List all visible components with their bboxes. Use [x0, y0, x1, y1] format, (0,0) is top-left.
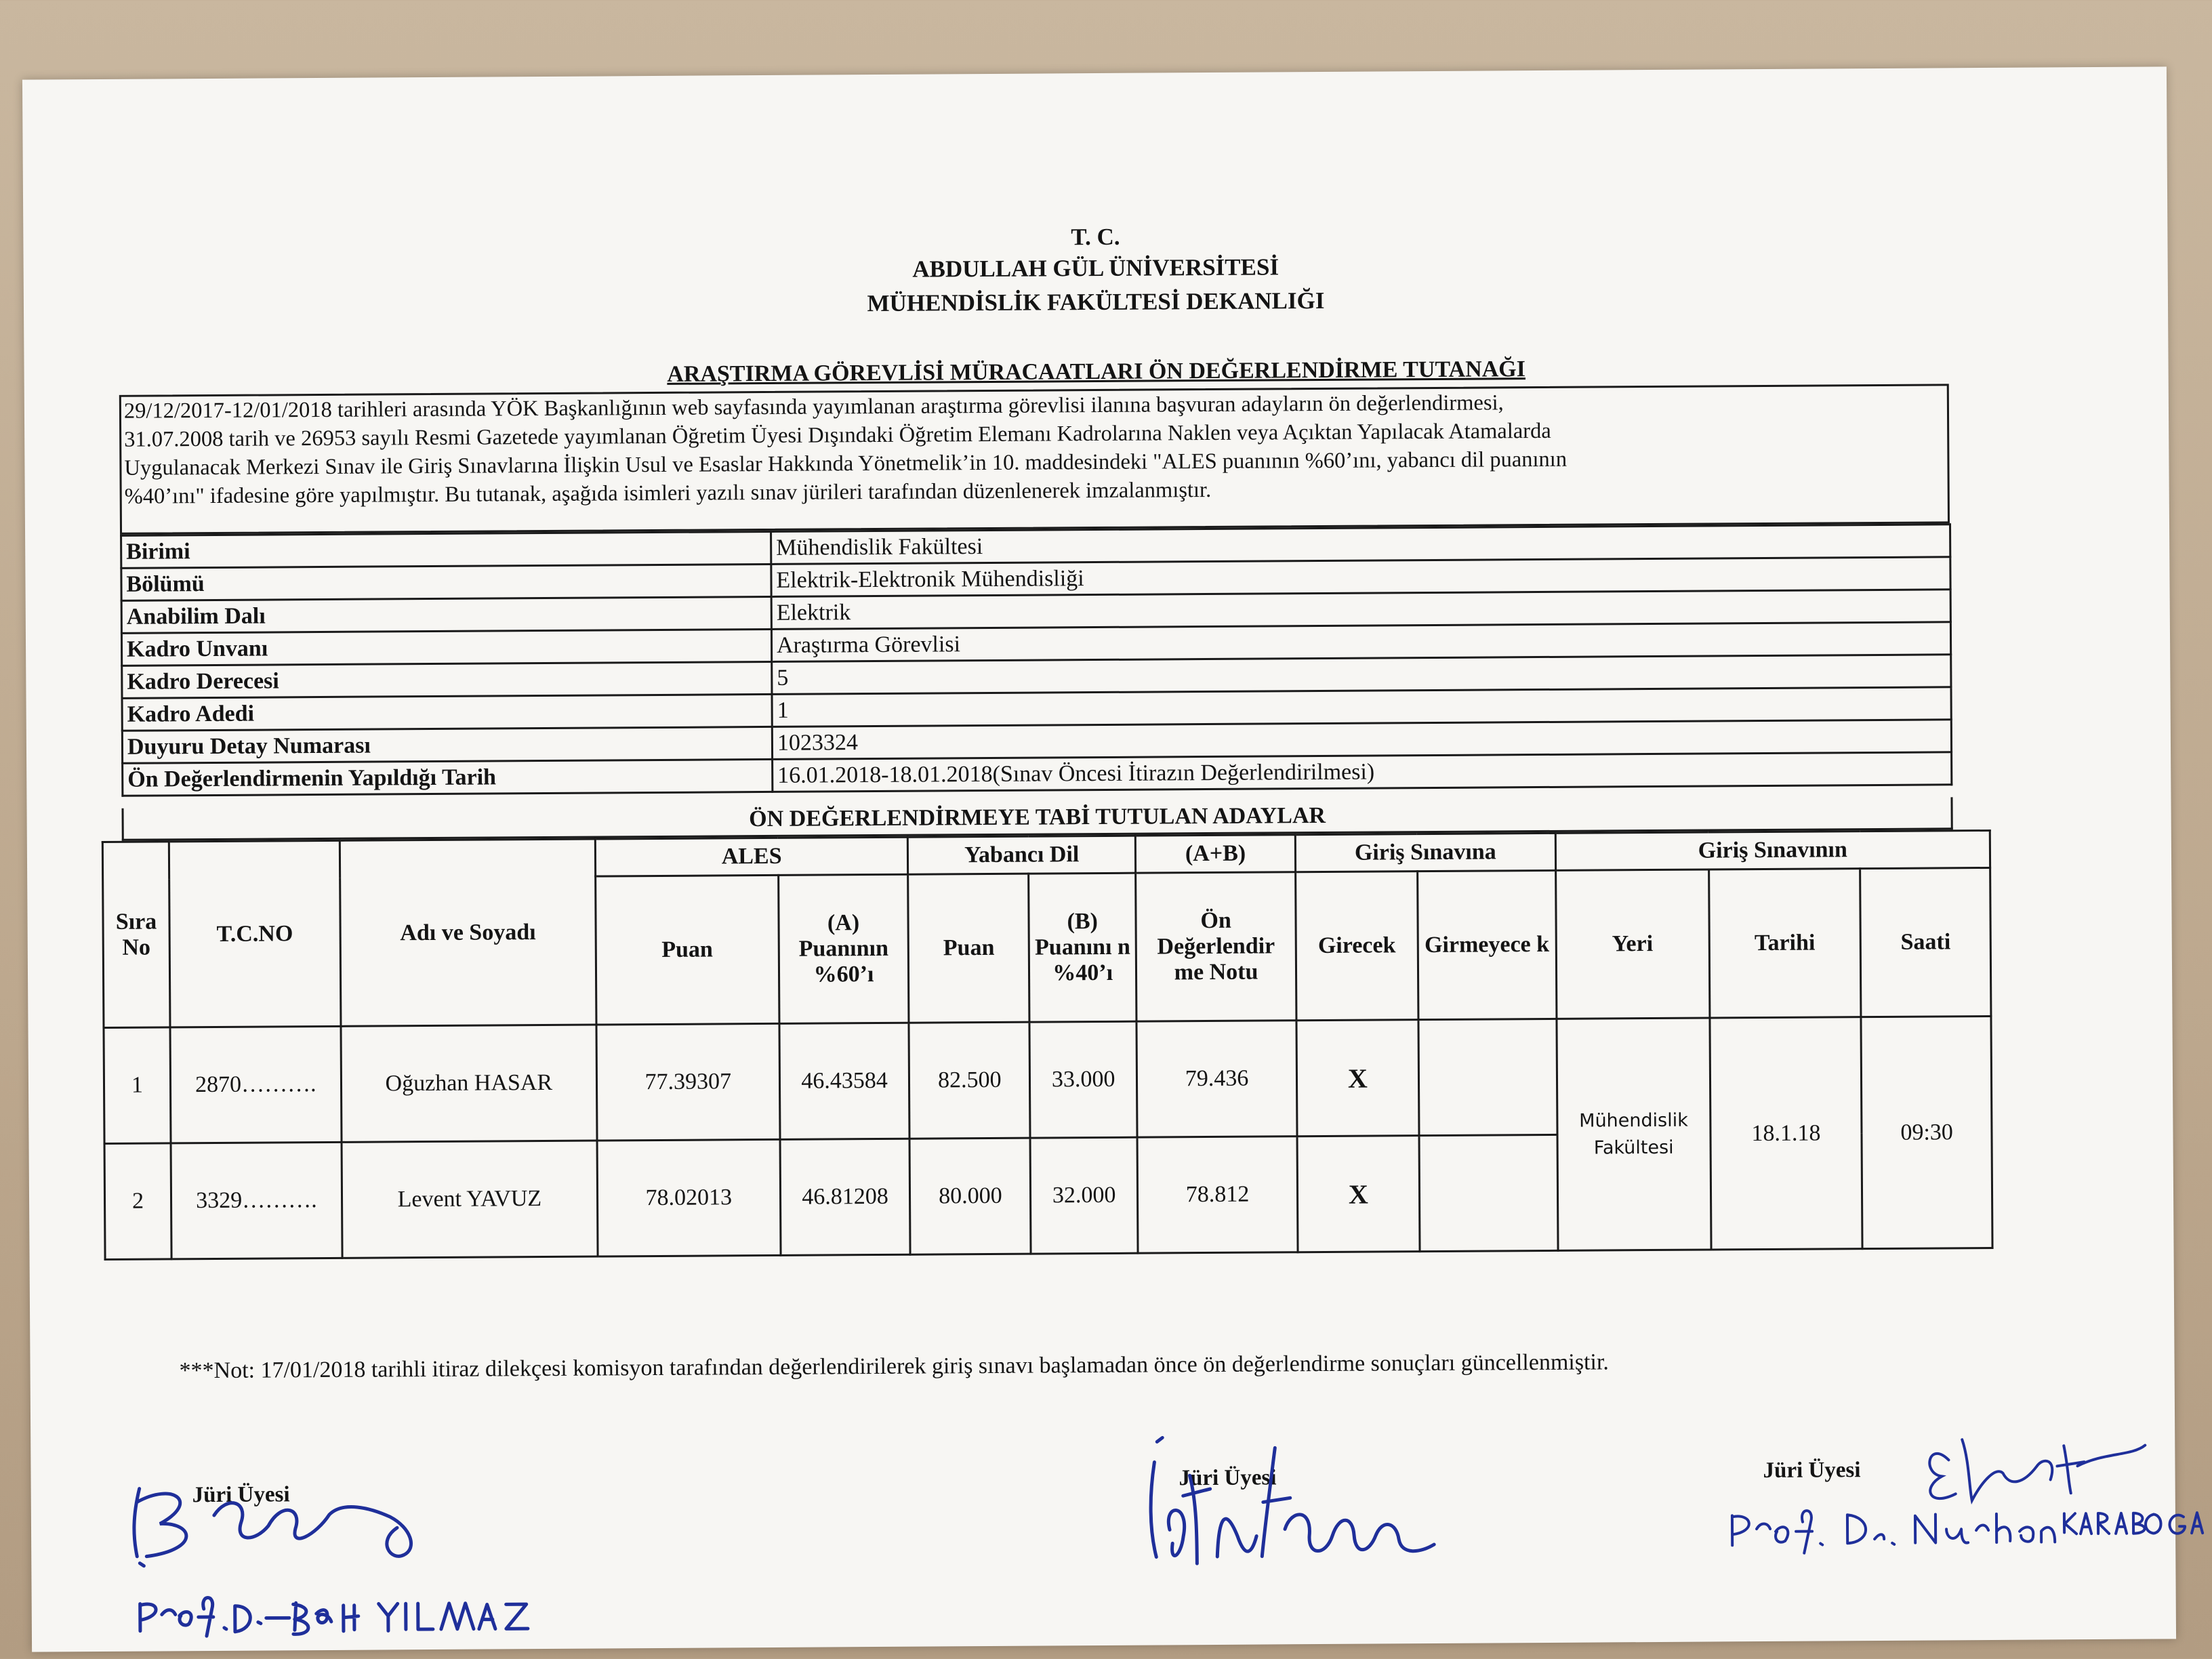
header-tc: T.C.NO	[169, 840, 340, 1027]
cell-b: 33.000	[1029, 1021, 1137, 1138]
info-value: 16.01.2018-18.01.2018(Sınav Öncesi İtirazın Değerlendirilmesi)	[773, 752, 1952, 792]
group-foreign-language: Yabancı Dil	[908, 836, 1136, 874]
signature-jury-1	[112, 1459, 601, 1652]
cell-tc: 2870……….	[170, 1026, 342, 1143]
intro-line: 29/12/2017-12/01/2018 tarihleri arasında YÖK Başkanlığının web sayfasında yayımlanan araştırma görevlisi ilanına başvuran adayların ön değerlendirmesi,	[123, 390, 1504, 424]
info-value: 1023324	[772, 720, 1951, 760]
header-will-not-attend: Girmeyece k	[1417, 870, 1556, 1019]
footnote: ***Not: 17/01/2018 tarihli itiraz dilekçesi komisyon tarafından değerlendirilerek giriş sınavı başlamadan önce ön değerlendirme sonuçları güncellenmiştir.	[179, 1349, 1609, 1384]
header-university: ABDULLAH GÜL ÜNİVERSİTESİ	[912, 253, 1279, 283]
jury-label-1: Jüri Üyesi	[192, 1482, 290, 1508]
cell-a: 46.43584	[779, 1023, 910, 1139]
info-label: Birimi	[121, 531, 771, 568]
cell-sira: 1	[104, 1027, 171, 1144]
header-language-score: Puan	[908, 874, 1029, 1023]
cell-exam-time: 09:30	[1861, 1016, 1992, 1248]
signature-jury-3	[1725, 1418, 2212, 1590]
document-page	[22, 66, 2176, 1652]
info-label: Anabilim Dalı	[121, 596, 771, 633]
header-name: Adı ve Soyadı	[340, 839, 596, 1026]
info-value: Mühendislik Fakültesi	[771, 525, 1950, 565]
header-place: Yeri	[1555, 869, 1709, 1019]
info-value: Elektrik-Elektronik Mühendisliği	[771, 557, 1950, 597]
header-time: Saati	[1860, 867, 1991, 1017]
jury-label-2: Jüri Üyesi	[1179, 1465, 1277, 1491]
group-exam-entry: Giriş Sınavına	[1295, 833, 1555, 872]
group-a-plus-b: (A+B)	[1135, 835, 1295, 873]
intro-paragraph	[119, 384, 1950, 534]
header-language-40: (B) Puanını n %40’ı	[1029, 873, 1136, 1022]
intro-line: %40’ını" ifadesine göre yapılmıştır. Bu tutanak, aşağıda isimleri yazılı sınav jürileri tarafından düzenlenerek imzalanmıştır.	[124, 477, 1212, 509]
candidates-section-title: ÖN DEĞERLENDİRMEYE TABİ TUTULAN ADAYLAR	[122, 797, 1953, 841]
document-title: ARAŞTIRMA GÖREVLİSİ MÜRACAATLARI ÖN DEĞERLENDİRME TUTANAĞI	[667, 356, 1526, 387]
cell-will-attend: X	[1297, 1136, 1420, 1252]
cell-will-attend: X	[1296, 1020, 1419, 1136]
cell-b: 32.000	[1030, 1137, 1138, 1254]
cell-ales: 78.02013	[597, 1139, 781, 1256]
info-label: Kadro Derecesi	[122, 661, 772, 698]
cell-exam-date: 18.1.18	[1710, 1017, 1863, 1250]
info-value: 5	[772, 655, 1951, 695]
cell-language: 80.000	[909, 1138, 1031, 1254]
group-exam-details: Giriş Sınavının	[1555, 830, 1990, 870]
cell-ales: 77.39307	[596, 1023, 780, 1141]
intro-line: Uygulanacak Merkezi Sınav ile Giriş Sınavlarına İlişkin Usul ve Esaslar Hakkında Yönetmelik’in 10. maddesindeki "ALES puanının %60’ını, yabancı dil puanının	[124, 447, 1568, 480]
signature-jury-2	[1142, 1419, 1495, 1584]
cell-name: Oğuzhan HASAR	[341, 1025, 597, 1142]
intro-line: 31.07.2008 tarih ve 26953 sayılı Resmi Gazetede yayımlanan Öğretim Üyesi Dışındaki Öğretim Elemanı Kadrolarına Naklen veya Açıktan Yapılacak Atamalarda	[124, 418, 1551, 452]
cell-will-not-attend	[1419, 1134, 1558, 1251]
header-date: Tarihi	[1708, 869, 1861, 1018]
candidates-table	[102, 830, 1994, 1261]
cell-sira: 2	[104, 1143, 171, 1260]
cell-name: Levent YAVUZ	[342, 1141, 598, 1258]
header-tc: T. C.	[1071, 223, 1120, 251]
info-label: Ön Değerlendirmenin Yapıldığı Tarih	[123, 759, 773, 796]
header-will-attend: Girecek	[1296, 872, 1418, 1021]
info-label: Kadro Unvanı	[121, 629, 771, 665]
header-faculty: MÜHENDİSLİK FAKÜLTESİ DEKANLIĞI	[867, 287, 1325, 317]
info-table	[120, 523, 1952, 796]
info-value: 1	[772, 687, 1951, 727]
header-ales-score: Puan	[596, 875, 779, 1025]
cell-will-not-attend	[1418, 1019, 1557, 1135]
info-value: Elektrik	[771, 590, 1950, 630]
header-sira: Sıra No	[102, 842, 170, 1028]
info-label: Duyuru Detay Numarası	[122, 726, 772, 763]
header-ales-60: (A) Puanının %60’ı	[778, 874, 909, 1023]
info-value: Araştırma Görevlisi	[771, 622, 1950, 662]
info-label: Bölümü	[121, 564, 771, 600]
info-label: Kadro Adedi	[122, 694, 772, 731]
cell-a: 46.81208	[780, 1139, 911, 1255]
cell-pre-evaluation: 79.436	[1136, 1021, 1297, 1137]
header-pre-evaluation: Ön Değerlendir me Notu	[1136, 872, 1296, 1021]
cell-language: 82.500	[909, 1022, 1030, 1139]
table-row	[104, 1016, 1992, 1143]
group-ales: ALES	[595, 837, 908, 876]
jury-label-3: Jüri Üyesi	[1763, 1458, 1861, 1483]
cell-exam-place: Mühendislik Fakültesi	[1557, 1018, 1711, 1250]
cell-tc: 3329……….	[171, 1142, 342, 1259]
cell-pre-evaluation: 78.812	[1137, 1136, 1298, 1253]
